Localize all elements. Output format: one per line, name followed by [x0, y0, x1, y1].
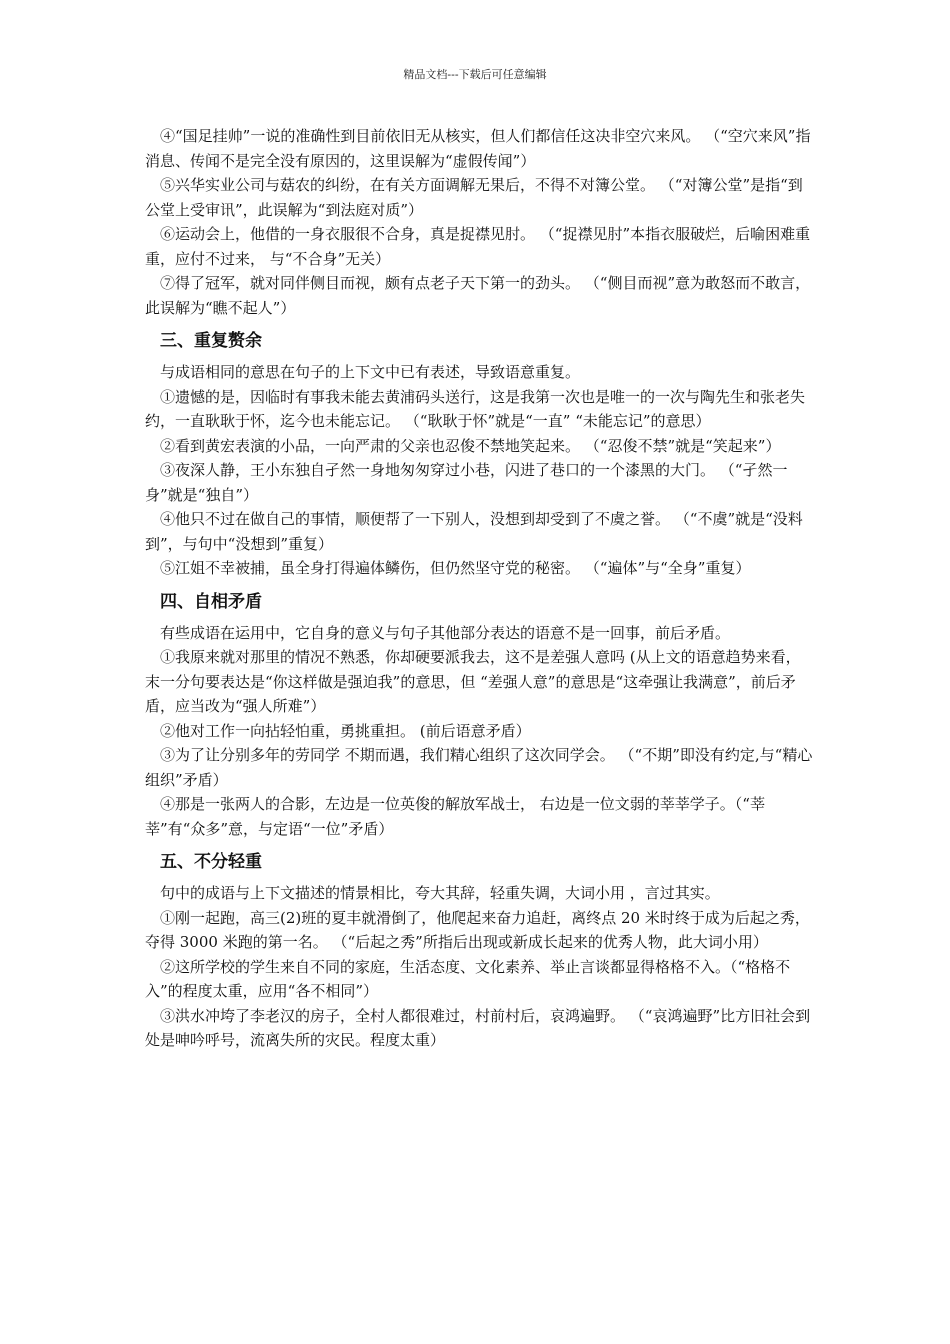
paragraph: ④他只不过在做自己的事情，顺便帮了一下别人，没想到却受到了不虞之誉。 （“不虞”就是“没料到”，与句中“没想到”重复） [145, 510, 803, 553]
paragraph: ④那是一张两人的合影，左边是一位英俊的解放军战士， 右边是一位文弱的莘莘学子。（“莘莘”有“众多”意，与定语“一位”矛盾） [145, 795, 765, 838]
paragraph: ①刚一起跑，高三(2)班的夏丰就滑倒了，他爬起来奋力追赶，离终点 20 米时终于成为后起之秀，夺得 3000 米跑的第一名。 （“后起之秀”所指后出现或新成长起来的优秀人物，此大词小用） [145, 908, 810, 951]
paragraph: 与成语相同的意思在句子的上下文中已有表述，导致语意重复。 [160, 363, 581, 381]
section-continued [145, 124, 813, 320]
paragraph: ⑦得了冠军，就对同伴侧目而视，颇有点老子天下第一的劲头。 （“侧目而视”意为敢怒而不敢言，此误解为“瞧不起人”） [145, 274, 811, 317]
paragraph: 句中的成语与上下文描述的情景相比，夸大其辞，轻重失调，大词小用 ，言过其实。 [160, 884, 720, 902]
paragraph: ①遗憾的是，因临时有事我未能去黄浦码头送行，这是我第一次也是唯一的一次与陶先生和张老失约，一直耿耿于怀，迄今也未能忘记。 （“耿耿于怀”就是“一直” “未能忘记”的意思） [145, 387, 806, 430]
section-heading: 五、不分轻重 [160, 852, 262, 872]
paragraph: ⑥运动会上，他借的一身衣服很不合身，真是捉襟见肘。 （“捉襟见肘”本指衣服破烂，后喻困难重重，应付不过来， 与“不合身”无关） [145, 225, 811, 268]
paragraph: ⑤江姐不幸被捕，虽全身打得遍体鳞伤，但仍然坚守党的秘密。 （“遍体”与“全身”重复） [160, 559, 751, 577]
page-header: 精品文档---下载后可任意编辑 [403, 68, 547, 81]
section-repetition [145, 328, 813, 581]
section-heading: 四、自相矛盾 [160, 591, 262, 612]
paragraph: ③夜深人静，王小东独自孑然一身地匆匆穿过小巷，闪进了巷口的一个漆黑的大门。 （“孑然一身”就是“独自”） [145, 461, 788, 504]
section-heading: 三、重复赘余 [160, 331, 262, 351]
paragraph: ⑤兴华实业公司与菇农的纠纷，在有关方面调解无果后，不得不对簿公堂。 （“对簿公堂”是指“到公堂上受审讯”，此误解为“到法庭对质”） [145, 176, 803, 219]
paragraph: ①我原来就对那里的情况不熟悉，你却硬要派我去，这不是差强人意吗 (从上文的语意趋势来看，末一分句要表达是“你这样做是强迫我”的意思，但 “差强人意”的意思是“这牵强让我满意”，前后矛盾，应当改为“强人所难”） [145, 648, 801, 715]
section-contradiction [145, 589, 813, 842]
paragraph: ③洪水冲垮了李老汉的房子，全村人都很难过，村前村后，哀鸿遍野。 （“哀鸿遍野”比方旧社会到处是呻吟呼号，流离失所的灾民。程度太重） [145, 1006, 811, 1049]
paragraph: ④“国足挂帅”一说的准确性到目前依旧无从核实，但人们都信任这决非空穴来风。 （“空穴来风”指消息、传闻不是完全没有原因的，这里误解为“虚假传闻”） [145, 127, 811, 170]
paragraph: ②这所学校的学生来自不同的家庭，生活态度、文化素养、举止言谈都显得格格不入。（“格格不入”的程度太重，应用“各不相同”） [145, 957, 791, 1000]
paragraph: 有些成语在运用中，它自身的意义与句子其他部分表达的语意不是一回事，前后矛盾。 [160, 623, 731, 642]
paragraph: ③为了让分别多年的劳同学 不期而遇，我们精心组织了这次同学会。 （“不期”即没有约定,与“精心组织”矛盾） [145, 746, 813, 789]
paragraph: ②他对工作一向拈轻怕重，勇挑重担。 (前后语意矛盾） [160, 721, 531, 740]
section-severity [145, 849, 813, 1053]
paragraph: ②看到黄宏表演的小品，一向严肃的父亲也忍俊不禁地笑起来。 （“忍俊不禁”就是“笑起来”） [160, 436, 781, 455]
document-body [145, 124, 813, 1053]
